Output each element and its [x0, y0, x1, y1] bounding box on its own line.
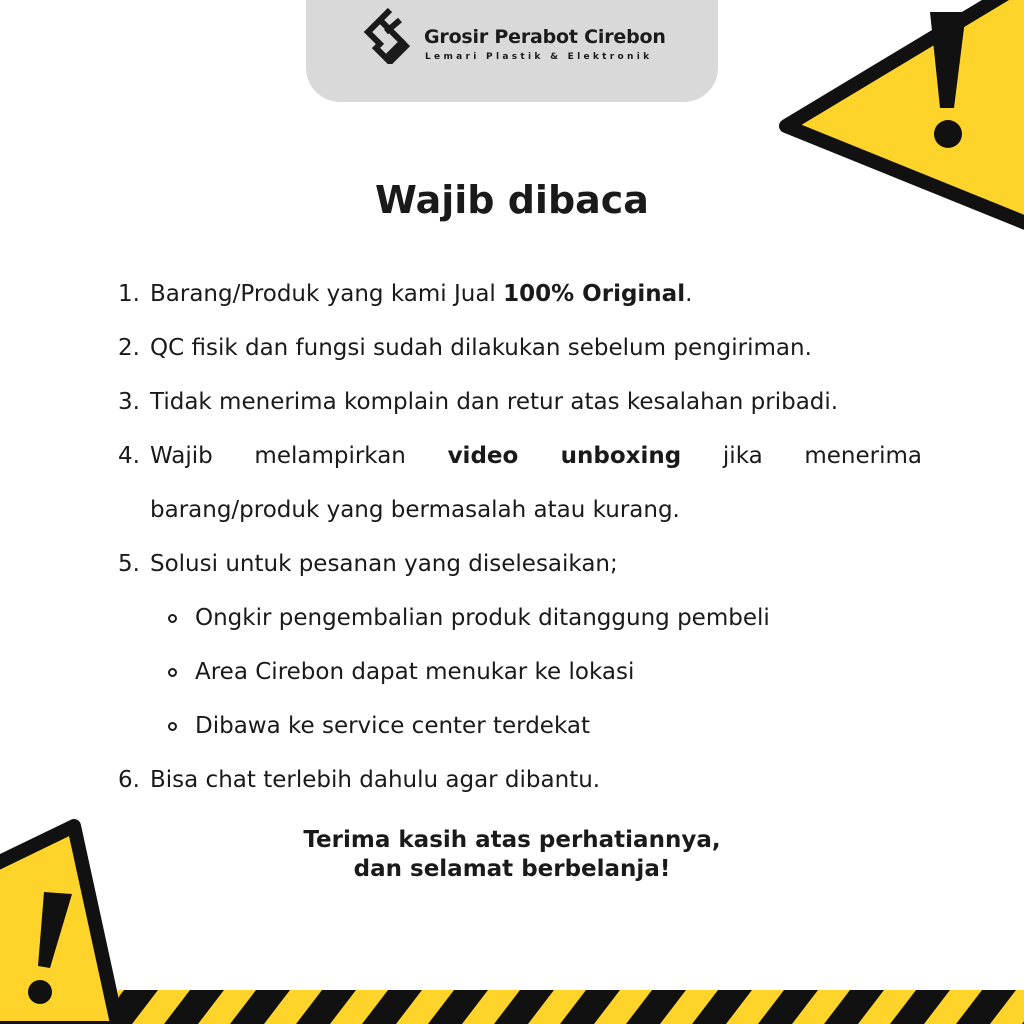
header-tab — [306, 0, 718, 102]
rule-item — [118, 267, 922, 321]
solution-text: Ongkir pengembalian produk ditanggung pembeli — [195, 605, 770, 631]
rules-list — [118, 267, 922, 807]
rule-item — [118, 321, 922, 375]
page-title: Wajib dibaca — [375, 178, 649, 222]
rule-continuation: barang/produk yang bermasalah atau kurang. — [150, 497, 680, 523]
rule-text: QC fisik dan fungsi sudah dilakukan sebelum pengiriman. — [150, 335, 812, 361]
highlight-text: 100% Original — [503, 281, 686, 307]
highlight-text: video unboxing — [447, 443, 682, 469]
brand-name: Grosir Perabot Cirebon — [424, 26, 666, 48]
solution-item — [118, 591, 922, 645]
closing-line: dan selamat berbelanja! — [353, 856, 671, 882]
solution-item — [118, 699, 922, 753]
logo-icon — [360, 4, 416, 64]
solution-text: Dibawa ke service center terdekat — [195, 713, 590, 739]
rule-number: 2. — [118, 335, 140, 361]
rule-item — [118, 375, 922, 429]
closing-line: Terima kasih atas perhatiannya, — [303, 827, 721, 853]
rule-number: 5. — [118, 551, 140, 577]
rule-number: 3. — [118, 389, 140, 415]
rule-first-line — [118, 429, 922, 483]
brand-tagline: Lemari Plastik & Elektronik — [425, 52, 653, 62]
rule-text: Bisa chat terlebih dahulu agar dibantu. — [150, 767, 601, 793]
closing-message — [0, 826, 1024, 884]
rule-text: Tidak menerima komplain dan retur atas kesalahan pribadi. — [150, 389, 839, 415]
circle-bullet-icon — [168, 614, 177, 623]
solution-text: Area Cirebon dapat menukar ke lokasi — [195, 659, 635, 685]
rule-item — [118, 753, 922, 807]
rule-number: 4. — [118, 443, 140, 469]
circle-bullet-icon — [168, 668, 177, 677]
rule-item — [118, 429, 922, 537]
rule-number: 1. — [118, 281, 140, 307]
hazard-stripe-band — [118, 990, 1024, 1024]
rule-text: Solusi untuk pesanan yang diselesaikan; — [150, 551, 618, 577]
circle-bullet-icon — [168, 722, 177, 731]
rule-number: 6. — [118, 767, 140, 793]
rule-item — [118, 537, 922, 591]
solution-item — [118, 645, 922, 699]
rule-text: Barang/Produk yang kami Jual 100% Original. — [150, 281, 693, 307]
rule-text: Wajib melampirkan video unboxing jika menerima — [150, 443, 923, 469]
